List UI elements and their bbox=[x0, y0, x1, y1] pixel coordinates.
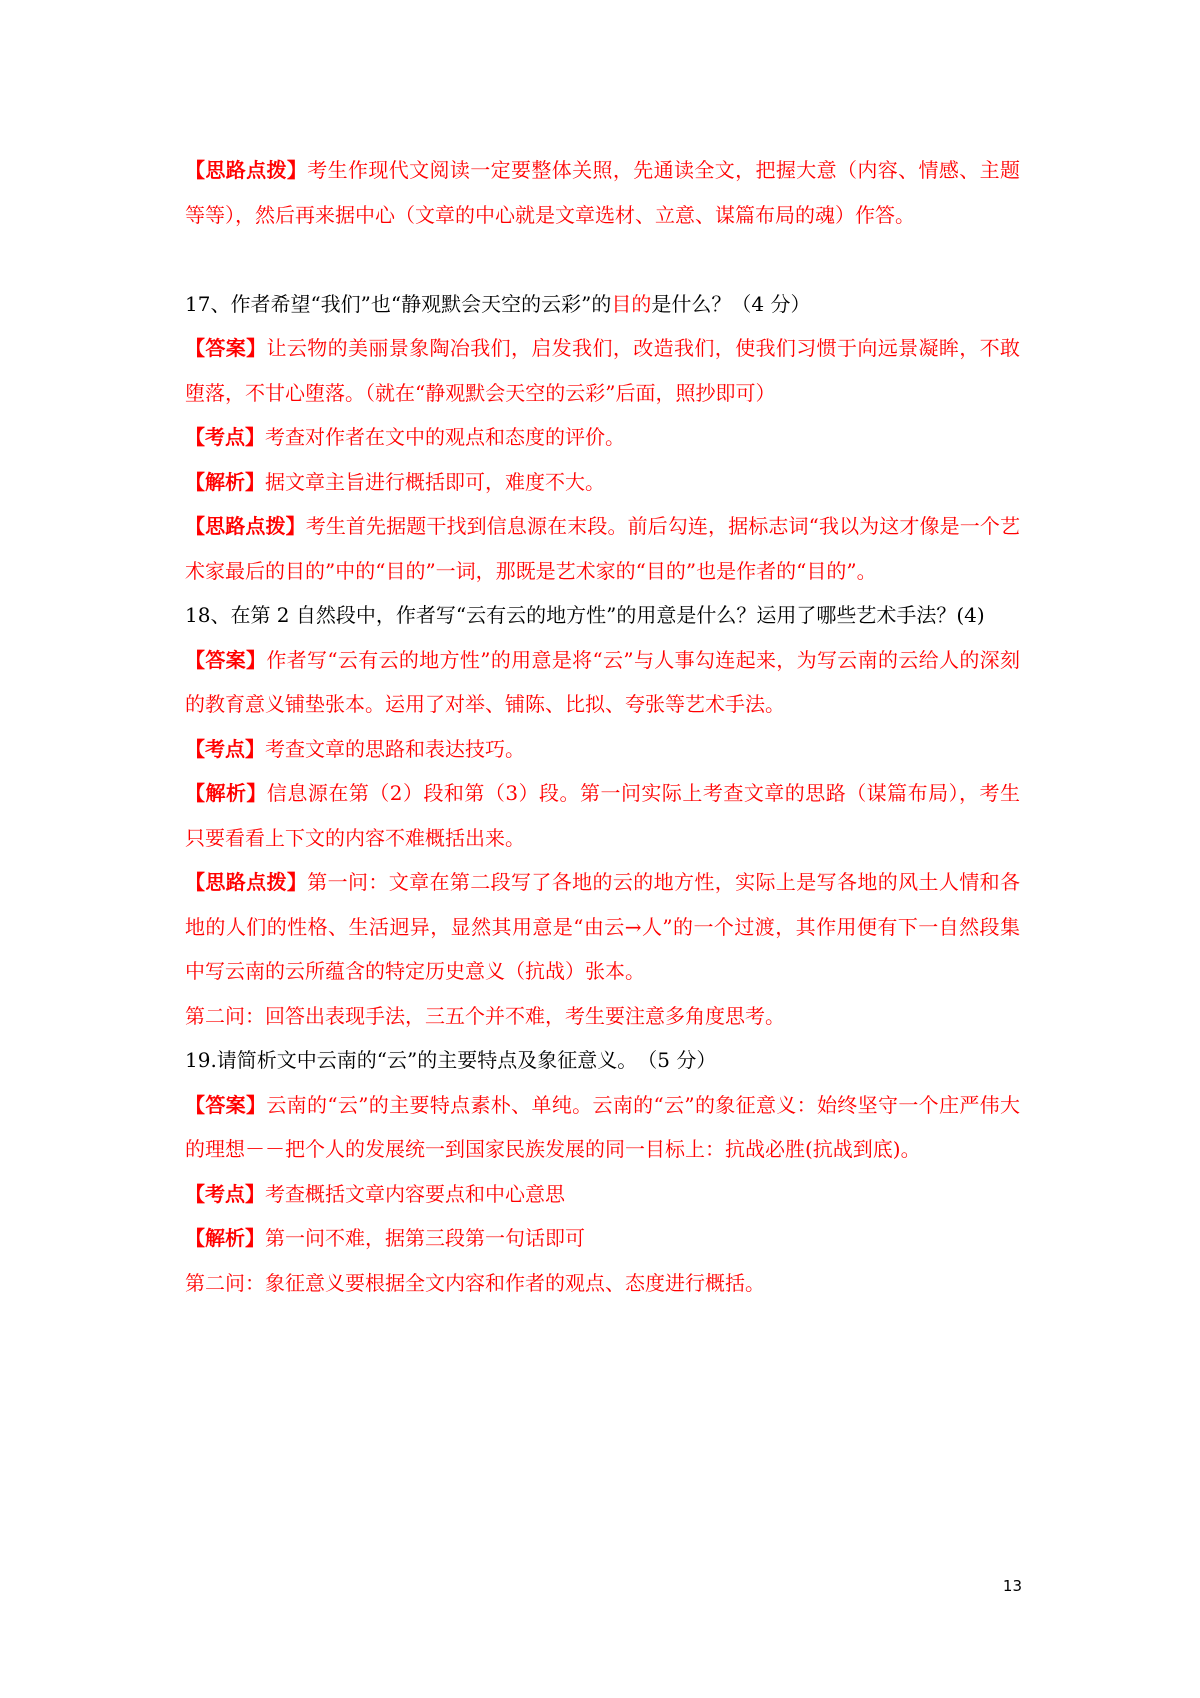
document-body bbox=[185, 148, 1020, 1305]
answer-18 bbox=[185, 638, 1020, 727]
answer-text: 让云物的美丽景象陶冶我们，启发我们，改造我们，使我们习惯于向远景凝眸，不敢堕落，不甘心堕落。（就在“静观默会天空的云彩”后面，照抄即可） bbox=[185, 336, 1020, 405]
silu-17 bbox=[185, 504, 1020, 593]
second-question-18: 第二问：回答出表现手法，三五个并不难，考生要注意多角度思考。 bbox=[185, 1003, 785, 1028]
jiexi-19 bbox=[185, 1216, 1020, 1261]
kaodian-text: 考查概括文章内容要点和中心意思 bbox=[265, 1181, 565, 1206]
answer-tag: 【答案】 bbox=[185, 336, 267, 360]
answer-17 bbox=[185, 326, 1020, 415]
silu-tag: 【思路点拨】 bbox=[185, 870, 308, 894]
answer-text: 云南的“云”的主要特点素朴、单纯。云南的“云”的象征意义：始终坚守一个庄严伟大的理想－－把个人的发展统一到国家民族发展的同一目标上：抗战必胜(抗战到底)。 bbox=[185, 1092, 1020, 1161]
jiexi-17 bbox=[185, 460, 1020, 505]
kaodian-18 bbox=[185, 727, 1020, 772]
kaodian-19 bbox=[185, 1172, 1020, 1217]
jiexi-text: 第一问不难，据第三段第一句话即可 bbox=[265, 1226, 585, 1250]
jiexi-tag: 【解析】 bbox=[185, 781, 267, 805]
silu-text: 第一问：文章在第二段写了各地的云的地方性，实际上是写各地的风土人情和各地的人们的性格、生活迥异，显然其用意是“由云→人”的一个过渡，其作用便有下一自然段集中写云南的云所蕴含的特定历史意义（抗战）张本。 bbox=[185, 870, 1020, 983]
silu-18 bbox=[185, 860, 1020, 994]
silu-paragraph-16 bbox=[185, 148, 1020, 282]
kaodian-tag: 【考点】 bbox=[185, 736, 265, 761]
silu-tag: 【思路点拨】 bbox=[185, 514, 306, 538]
question-18: 18、在第 2 自然段中，作者写“云有云的地方性”的用意是什么？运用了哪些艺术手法？(4) bbox=[185, 603, 985, 627]
question-17-part-a: 17、作者希望“我们”也“静观默会天空的云彩”的 bbox=[185, 291, 612, 316]
question-19: 19.请简析文中云南的“云”的主要特点及象征意义。 （5 分） bbox=[185, 1048, 717, 1072]
answer-19 bbox=[185, 1083, 1020, 1172]
kaodian-tag: 【考点】 bbox=[185, 1181, 265, 1206]
kaodian-tag: 【考点】 bbox=[185, 425, 265, 449]
kaodian-17 bbox=[185, 415, 1020, 460]
silu-text: 考生首先据题干找到信息源在末段。前后勾连，据标志词“我以为这才像是一个艺术家最后的目的”中的“目的”一词，那既是艺术家的“目的”也是作者的“目的”。 bbox=[185, 514, 1020, 583]
answer-text: 作者写“云有云的地方性”的用意是将“云”与人事勾连起来，为写云南的云给人的深刻的教育意义铺垫张本。运用了对举、铺陈、比拟、夸张等艺术手法。 bbox=[185, 647, 1020, 716]
answer-tag: 【答案】 bbox=[185, 1092, 267, 1117]
kaodian-text: 考查文章的思路和表达技巧。 bbox=[265, 736, 525, 761]
question-17-highlight: 目的 bbox=[611, 291, 652, 316]
jiexi-tag: 【解析】 bbox=[185, 469, 265, 494]
question-17-part-c: 是什么？（4 分） bbox=[651, 291, 811, 316]
answer-tag: 【答案】 bbox=[185, 647, 267, 672]
jiexi-18 bbox=[185, 771, 1020, 860]
jiexi-tag: 【解析】 bbox=[185, 1226, 265, 1250]
jiexi-text: 据文章主旨进行概括即可，难度不大。 bbox=[265, 469, 605, 494]
silu-text: 考生作现代文阅读一定要整体关照，先通读全文，把握大意（内容、情感、主题等等），然后再来据中心（文章的中心就是文章选材、立意、谋篇布局的魂）作答。 bbox=[185, 158, 1020, 227]
question-17 bbox=[185, 282, 1020, 327]
silu-tag: 【思路点拨】 bbox=[185, 158, 308, 182]
page-number: 13 bbox=[1002, 1577, 1022, 1595]
second-question-19: 第二问：象征意义要根据全文内容和作者的观点、态度进行概括。 bbox=[185, 1270, 765, 1295]
kaodian-text: 考查对作者在文中的观点和态度的评价。 bbox=[265, 425, 625, 449]
jiexi-text: 信息源在第（2）段和第（3）段。第一问实际上考查文章的思路（谋篇布局），考生只要看看上下文的内容不难概括出来。 bbox=[185, 781, 1021, 850]
